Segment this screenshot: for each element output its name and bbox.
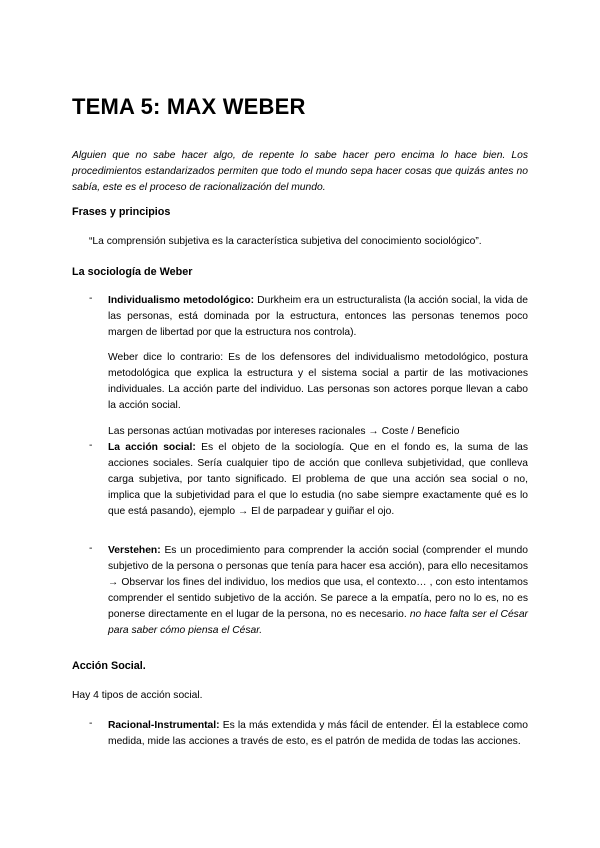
- text-verstehen: Es un procedimiento para comprender la acción social (comprender el mundo subjetivo de la persona o personas que tenía para hacer esa acción), para ello necesitamos → Observar los fines del individuo, los medios que usa, el contexto… , con esto intentamos comprender el sentido subjetivo de la acción. Se parece a la empatía, pero no lo es, no es ponerse directamente en el lugar de la persona, no es necesario.: [108, 545, 528, 620]
- heading-frases: Frases y principios: [72, 206, 171, 218]
- quote-paragraph: “La comprensión subjetiva es la característica subjetiva del conocimiento sociológico”.: [89, 236, 482, 247]
- text-racional-instrumental: Es la más extendida y más fácil de entender. Él la establece como medida, mide las acciones a través de esto, es el patrón de medida de todas las acciones.: [108, 720, 528, 747]
- term-racional-instrumental: Racional-Instrumental:: [108, 720, 220, 731]
- bullet-accion-social: [108, 440, 528, 520]
- italic-verstehen: no hace falta ser el César para saber cómo piensa el César.: [108, 609, 528, 636]
- heading-accion-social: Acción Social.: [72, 660, 146, 672]
- term-accion-social: La acción social:: [108, 442, 196, 453]
- bullet-marker: -: [89, 440, 93, 451]
- bullet-marker: -: [89, 543, 93, 554]
- intro-paragraph: Alguien que no sabe hacer algo, de repente lo sabe hacer pero encima lo hace bien. Los procedimientos estandarizados permiten que todo el mundo sepa hacer cosas que quizás antes no sabía, este es el proceso de racionalización del mundo.: [72, 150, 528, 193]
- bullet-marker: -: [89, 718, 93, 729]
- bullet-racional-instrumental: [108, 718, 528, 750]
- bullet-individualismo: [108, 293, 528, 341]
- bullet-marker: -: [89, 293, 93, 304]
- paragraph-weber-contrario: Weber dice lo contrario: Es de los defensores del individualismo metodológico, postura metodológica que explica la estructura y el sistema social a partir de las motivaciones individuales. La acción parte del individuo. Las personas son actores porque llevan a cabo la acción social.: [108, 352, 528, 411]
- term-verstehen: Verstehen:: [108, 545, 161, 556]
- tipos-accion-paragraph: Hay 4 tipos de acción social.: [72, 690, 203, 701]
- text-individualismo: Durkheim era un estructuralista (la acción social, la vida de las personas, está dominada por la estructura, entonces las personas tenemos poco margen de libertad por que la estructura nos controla).: [108, 295, 528, 338]
- bullet-verstehen: [108, 543, 528, 639]
- text-accion-social: Es el objeto de la sociología. Que en el fondo es, la suma de las acciones sociales. Sería cualquier tipo de acción que conlleva subjetividad, que conlleva carga subjetiva, por tanto significado. El problema de que una acción sea social o no, implica que la subjetividad para el que lo estudia (no sabe siempre exactamente qué es lo que está pasando), ejemplo → El de parpadear y guiñar el ojo.: [108, 442, 528, 517]
- term-individualismo: Individualismo metodológico:: [108, 295, 255, 306]
- document-title: TEMA 5: MAX WEBER: [72, 94, 306, 119]
- paragraph-intereses-racionales: Las personas actúan motivadas por intereses racionales → Coste / Beneficio: [108, 426, 460, 437]
- heading-sociologia: La sociología de Weber: [72, 266, 193, 278]
